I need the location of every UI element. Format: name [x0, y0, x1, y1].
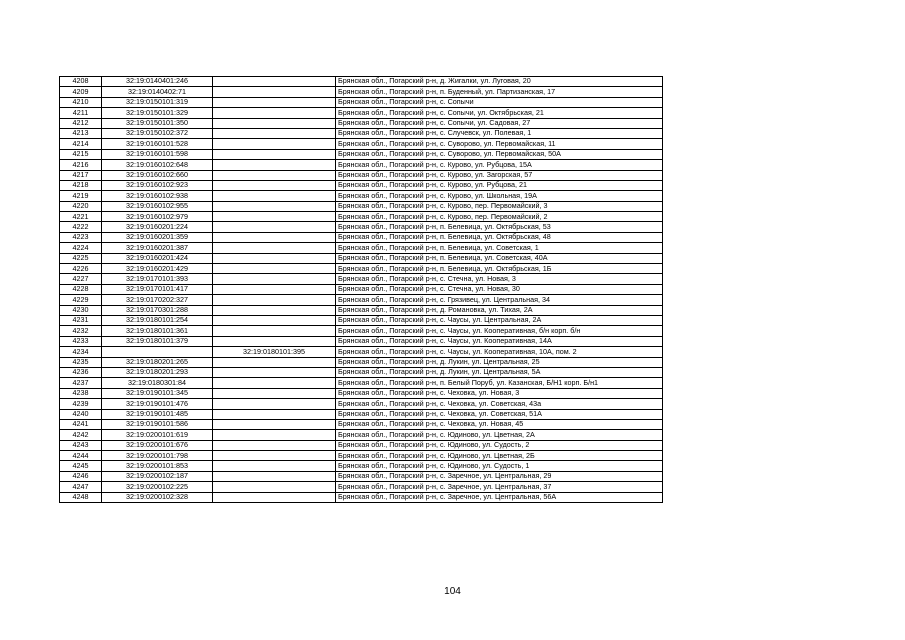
row-number-cell: 4209 [60, 87, 102, 97]
row-number-cell: 4242 [60, 430, 102, 440]
related-cadastral-number-cell [213, 440, 336, 450]
table-row [60, 222, 663, 232]
registry-table-body [60, 77, 663, 503]
table-row [60, 295, 663, 305]
cadastral-number-cell: 32:19:0170101:417 [102, 284, 213, 294]
cadastral-number-cell: 32:19:0170202:327 [102, 295, 213, 305]
address-cell: Брянская обл., Погарский р-н, с. Юдиново, ул. Цветная, 2А [336, 430, 663, 440]
table-row [60, 232, 663, 242]
cadastral-number-cell: 32:19:0200102:328 [102, 492, 213, 502]
row-number-cell: 4235 [60, 357, 102, 367]
table-row [60, 482, 663, 492]
related-cadastral-number-cell [213, 295, 336, 305]
related-cadastral-number-cell [213, 274, 336, 284]
cadastral-number-cell: 32:19:0160201:359 [102, 232, 213, 242]
address-cell: Брянская обл., Погарский р-н, с. Юдиново, ул. Цветная, 2Б [336, 451, 663, 461]
related-cadastral-number-cell [213, 378, 336, 388]
address-cell: Брянская обл., Погарский р-н, с. Курово, ул. Загорская, 57 [336, 170, 663, 180]
related-cadastral-number-cell [213, 451, 336, 461]
row-number-cell: 4246 [60, 471, 102, 481]
address-cell: Брянская обл., Погарский р-н, с. Заречное, ул. Центральная, 37 [336, 482, 663, 492]
table-row [60, 253, 663, 263]
row-number-cell: 4219 [60, 191, 102, 201]
page-number: 104 [444, 586, 461, 597]
cadastral-number-cell: 32:19:0200101:676 [102, 440, 213, 450]
row-number-cell: 4239 [60, 399, 102, 409]
address-cell: Брянская обл., Погарский р-н, п. Белевица, ул. Октябрьская, 48 [336, 232, 663, 242]
table-row [60, 128, 663, 138]
table-row [60, 388, 663, 398]
address-cell: Брянская обл., Погарский р-н, с. Суворово, ул. Первомайская, 11 [336, 139, 663, 149]
address-cell: Брянская обл., Погарский р-н, п. Белевица, ул. Октябрьская, 53 [336, 222, 663, 232]
cadastral-number-cell: 32:19:0180201:265 [102, 357, 213, 367]
table-row [60, 357, 663, 367]
address-cell: Брянская обл., Погарский р-н, п. Белый Поруб, ул. Казанская, Б/Н1 корп. Б/н1 [336, 378, 663, 388]
table-row [60, 284, 663, 294]
row-number-cell: 4214 [60, 139, 102, 149]
address-cell: Брянская обл., Погарский р-н, с. Юдиново, ул. Судость, 1 [336, 461, 663, 471]
address-cell: Брянская обл., Погарский р-н, д. Жигалки, ул. Луговая, 20 [336, 77, 663, 87]
row-number-cell: 4247 [60, 482, 102, 492]
row-number-cell: 4243 [60, 440, 102, 450]
address-cell: Брянская обл., Погарский р-н, с. Чеховка, ул. Советская, 43а [336, 399, 663, 409]
related-cadastral-number-cell [213, 264, 336, 274]
related-cadastral-number-cell [213, 97, 336, 107]
related-cadastral-number-cell [213, 492, 336, 502]
related-cadastral-number-cell [213, 139, 336, 149]
address-cell: Брянская обл., Погарский р-н, с. Сопычи, ул. Октябрьская, 21 [336, 108, 663, 118]
row-number-cell: 4210 [60, 97, 102, 107]
address-cell: Брянская обл., Погарский р-н, с. Стечна, ул. Новая, 3 [336, 274, 663, 284]
cadastral-number-cell: 32:19:0200101:619 [102, 430, 213, 440]
table-row [60, 160, 663, 170]
table-row [60, 191, 663, 201]
table-row [60, 451, 663, 461]
cadastral-number-cell: 32:19:0160101:598 [102, 149, 213, 159]
cadastral-number-cell: 32:19:0160102:938 [102, 191, 213, 201]
related-cadastral-number-cell [213, 336, 336, 346]
related-cadastral-number-cell [213, 243, 336, 253]
related-cadastral-number-cell [213, 191, 336, 201]
related-cadastral-number-cell [213, 471, 336, 481]
address-cell: Брянская обл., Погарский р-н, д. Романовка, ул. Тихая, 2А [336, 305, 663, 315]
related-cadastral-number-cell [213, 461, 336, 471]
related-cadastral-number-cell [213, 315, 336, 325]
related-cadastral-number-cell [213, 149, 336, 159]
table-row [60, 347, 663, 357]
cadastral-number-cell: 32:19:0160101:528 [102, 139, 213, 149]
row-number-cell: 4220 [60, 201, 102, 211]
table-row [60, 471, 663, 481]
related-cadastral-number-cell [213, 326, 336, 336]
address-cell: Брянская обл., Погарский р-н, с. Курово, ул. Рубцова, 21 [336, 180, 663, 190]
cadastral-number-cell: 32:19:0160102:923 [102, 180, 213, 190]
row-number-cell: 4216 [60, 160, 102, 170]
table-row [60, 118, 663, 128]
cadastral-number-cell: 32:19:0160102:648 [102, 160, 213, 170]
address-cell: Брянская обл., Погарский р-н, с. Чаусы, ул. Центральная, 2А [336, 315, 663, 325]
address-cell: Брянская обл., Погарский р-н, с. Чеховка, ул. Новая, 45 [336, 419, 663, 429]
address-cell: Брянская обл., Погарский р-н, с. Случевск, ул. Полевая, 1 [336, 128, 663, 138]
related-cadastral-number-cell [213, 108, 336, 118]
related-cadastral-number-cell [213, 482, 336, 492]
address-cell: Брянская обл., Погарский р-н, с. Курово, пер. Первомайский, 2 [336, 212, 663, 222]
related-cadastral-number-cell [213, 77, 336, 87]
related-cadastral-number-cell [213, 253, 336, 263]
row-number-cell: 4237 [60, 378, 102, 388]
cadastral-number-cell: 32:19:0200102:187 [102, 471, 213, 481]
table-row [60, 326, 663, 336]
address-cell: Брянская обл., Погарский р-н, д. Лукин, ул. Центральная, 25 [336, 357, 663, 367]
table-row [60, 201, 663, 211]
table-row [60, 367, 663, 377]
cadastral-number-cell: 32:19:0160201:224 [102, 222, 213, 232]
table-row [60, 409, 663, 419]
address-cell: Брянская обл., Погарский р-н, д. Лукин, ул. Центральная, 5А [336, 367, 663, 377]
related-cadastral-number-cell [213, 399, 336, 409]
cadastral-number-cell: 32:19:0190101:485 [102, 409, 213, 419]
address-cell: Брянская обл., Погарский р-н, п. Белевица, ул. Октябрьская, 1Б [336, 264, 663, 274]
address-cell: Брянская обл., Погарский р-н, п. Белевица, ул. Советская, 40А [336, 253, 663, 263]
cadastral-number-cell: 32:19:0150101:350 [102, 118, 213, 128]
address-cell: Брянская обл., Погарский р-н, с. Юдиново, ул. Судость, 2 [336, 440, 663, 450]
row-number-cell: 4211 [60, 108, 102, 118]
cadastral-number-cell: 32:19:0180301:84 [102, 378, 213, 388]
related-cadastral-number-cell: 32:19:0180101:395 [213, 347, 336, 357]
cadastral-number-cell: 32:19:0190101:586 [102, 419, 213, 429]
address-cell: Брянская обл., Погарский р-н, с. Курово, ул. Школьная, 19А [336, 191, 663, 201]
cadastral-number-cell: 32:19:0180201:293 [102, 367, 213, 377]
related-cadastral-number-cell [213, 367, 336, 377]
address-cell: Брянская обл., Погарский р-н, с. Сопычи [336, 97, 663, 107]
related-cadastral-number-cell [213, 170, 336, 180]
cadastral-number-cell: 32:19:0150101:329 [102, 108, 213, 118]
related-cadastral-number-cell [213, 284, 336, 294]
row-number-cell: 4212 [60, 118, 102, 128]
registry-table [59, 76, 663, 503]
cadastral-number-cell: 32:19:0170101:393 [102, 274, 213, 284]
row-number-cell: 4224 [60, 243, 102, 253]
row-number-cell: 4248 [60, 492, 102, 502]
table-row [60, 87, 663, 97]
table-row [60, 97, 663, 107]
row-number-cell: 4245 [60, 461, 102, 471]
cadastral-number-cell: 32:19:0180101:379 [102, 336, 213, 346]
row-number-cell: 4228 [60, 284, 102, 294]
row-number-cell: 4233 [60, 336, 102, 346]
address-cell: Брянская обл., Погарский р-н, с. Курово, пер. Первомайский, 3 [336, 201, 663, 211]
related-cadastral-number-cell [213, 430, 336, 440]
cadastral-number-cell: 32:19:0190101:345 [102, 388, 213, 398]
cadastral-number-cell: 32:19:0200101:853 [102, 461, 213, 471]
row-number-cell: 4231 [60, 315, 102, 325]
cadastral-number-cell: 32:19:0160201:429 [102, 264, 213, 274]
row-number-cell: 4241 [60, 419, 102, 429]
table-row [60, 139, 663, 149]
table-row [60, 108, 663, 118]
cadastral-number-cell: 32:19:0190101:476 [102, 399, 213, 409]
table-row [60, 315, 663, 325]
cadastral-number-cell: 32:19:0180101:361 [102, 326, 213, 336]
related-cadastral-number-cell [213, 222, 336, 232]
address-cell: Брянская обл., Погарский р-н, п. Белевица, ул. Советская, 1 [336, 243, 663, 253]
address-cell: Брянская обл., Погарский р-н, с. Стечна, ул. Новая, 30 [336, 284, 663, 294]
table-row [60, 264, 663, 274]
row-number-cell: 4236 [60, 367, 102, 377]
row-number-cell: 4244 [60, 451, 102, 461]
address-cell: Брянская обл., Погарский р-н, с. Чеховка, ул. Новая, 3 [336, 388, 663, 398]
row-number-cell: 4238 [60, 388, 102, 398]
address-cell: Брянская обл., Погарский р-н, с. Заречное, ул. Центральная, 29 [336, 471, 663, 481]
row-number-cell: 4232 [60, 326, 102, 336]
table-row [60, 440, 663, 450]
cadastral-number-cell: 32:19:0160201:387 [102, 243, 213, 253]
cadastral-number-cell: 32:19:0140401:246 [102, 77, 213, 87]
related-cadastral-number-cell [213, 128, 336, 138]
related-cadastral-number-cell [213, 409, 336, 419]
address-cell: Брянская обл., Погарский р-н, с. Чаусы, ул. Кооперативная, 10А, пом. 2 [336, 347, 663, 357]
cadastral-number-cell: 32:19:0150102:372 [102, 128, 213, 138]
table-row [60, 77, 663, 87]
address-cell: Брянская обл., Погарский р-н, с. Сопычи, ул. Садовая, 27 [336, 118, 663, 128]
cadastral-number-cell: 32:19:0160102:955 [102, 201, 213, 211]
table-row [60, 492, 663, 502]
related-cadastral-number-cell [213, 180, 336, 190]
cadastral-number-cell: 32:19:0140402:71 [102, 87, 213, 97]
related-cadastral-number-cell [213, 388, 336, 398]
row-number-cell: 4229 [60, 295, 102, 305]
table-row [60, 212, 663, 222]
address-cell: Брянская обл., Погарский р-н, п. Буденный, ул. Партизанская, 17 [336, 87, 663, 97]
cadastral-number-cell: 32:19:0200101:798 [102, 451, 213, 461]
related-cadastral-number-cell [213, 357, 336, 367]
table-row [60, 149, 663, 159]
address-cell: Брянская обл., Погарский р-н, с. Курово, ул. Рубцова, 15А [336, 160, 663, 170]
related-cadastral-number-cell [213, 87, 336, 97]
row-number-cell: 4208 [60, 77, 102, 87]
row-number-cell: 4223 [60, 232, 102, 242]
table-row [60, 461, 663, 471]
row-number-cell: 4230 [60, 305, 102, 315]
cadastral-number-cell: 32:19:0160102:660 [102, 170, 213, 180]
row-number-cell: 4218 [60, 180, 102, 190]
address-cell: Брянская обл., Погарский р-н, с. Чаусы, ул. Кооперативная, 14А [336, 336, 663, 346]
related-cadastral-number-cell [213, 160, 336, 170]
row-number-cell: 4240 [60, 409, 102, 419]
row-number-cell: 4225 [60, 253, 102, 263]
address-cell: Брянская обл., Погарский р-н, с. Суворово, ул. Первомайская, 50А [336, 149, 663, 159]
related-cadastral-number-cell [213, 212, 336, 222]
cadastral-number-cell [102, 347, 213, 357]
table-row [60, 305, 663, 315]
address-cell: Брянская обл., Погарский р-н, с. Заречное, ул. Центральная, 56А [336, 492, 663, 502]
row-number-cell: 4215 [60, 149, 102, 159]
cadastral-number-cell: 32:19:0160201:424 [102, 253, 213, 263]
row-number-cell: 4227 [60, 274, 102, 284]
related-cadastral-number-cell [213, 201, 336, 211]
cadastral-number-cell: 32:19:0180101:254 [102, 315, 213, 325]
row-number-cell: 4213 [60, 128, 102, 138]
table-row [60, 430, 663, 440]
row-number-cell: 4221 [60, 212, 102, 222]
table-row [60, 399, 663, 409]
cadastral-number-cell: 32:19:0160102:979 [102, 212, 213, 222]
related-cadastral-number-cell [213, 232, 336, 242]
table-row [60, 378, 663, 388]
row-number-cell: 4217 [60, 170, 102, 180]
row-number-cell: 4222 [60, 222, 102, 232]
table-row [60, 419, 663, 429]
table-row [60, 336, 663, 346]
row-number-cell: 4226 [60, 264, 102, 274]
related-cadastral-number-cell [213, 419, 336, 429]
address-cell: Брянская обл., Погарский р-н, с. Чаусы, ул. Кооперативная, б/н корп. б/н [336, 326, 663, 336]
cadastral-number-cell: 32:19:0170301:288 [102, 305, 213, 315]
related-cadastral-number-cell [213, 118, 336, 128]
table-row [60, 170, 663, 180]
related-cadastral-number-cell [213, 305, 336, 315]
cadastral-number-cell: 32:19:0150101:319 [102, 97, 213, 107]
table-row [60, 274, 663, 284]
table-row [60, 180, 663, 190]
address-cell: Брянская обл., Погарский р-н, с. Чеховка, ул. Советская, 51А [336, 409, 663, 419]
address-cell: Брянская обл., Погарский р-н, с. Грязивец, ул. Центральная, 34 [336, 295, 663, 305]
row-number-cell: 4234 [60, 347, 102, 357]
cadastral-number-cell: 32:19:0200102:225 [102, 482, 213, 492]
table-row [60, 243, 663, 253]
